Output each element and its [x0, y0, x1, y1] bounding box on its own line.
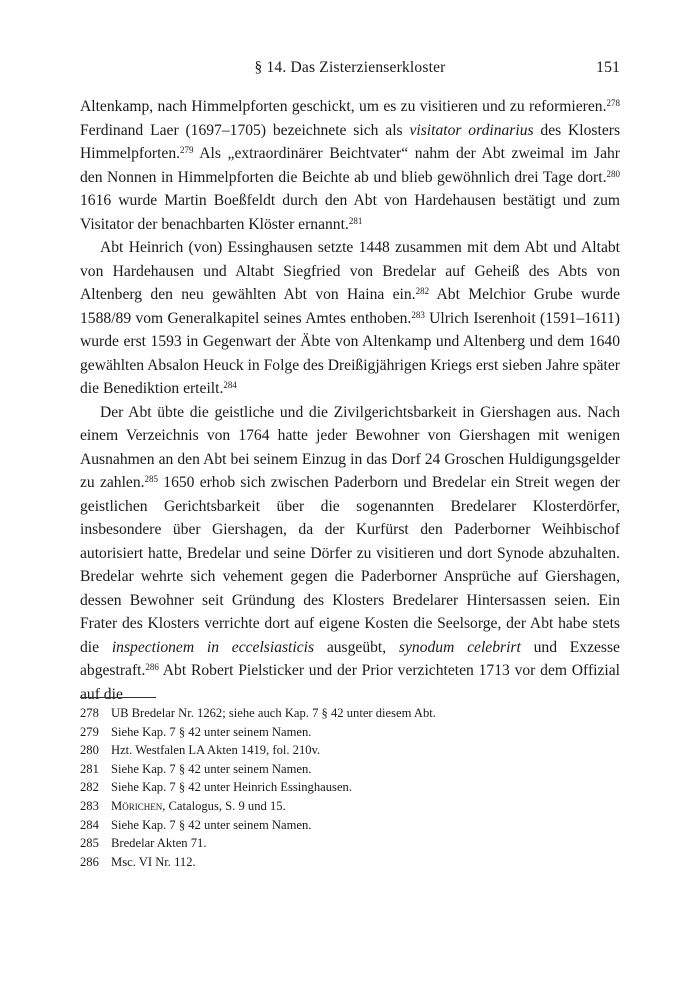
paragraph [80, 401, 620, 707]
page-number: 151 [596, 59, 620, 76]
footnote [80, 816, 620, 835]
footnote-number: 279 [80, 724, 99, 739]
text-run: Msc. VI Nr. 112. [111, 854, 196, 869]
footnote [80, 704, 620, 723]
footnote-number: 285 [80, 836, 99, 851]
running-title: § 14. Das Zisterzienserkloster [254, 59, 446, 76]
text-run: Abt Heinrich (von) Essinghausen setzte 1448 zusammen mit dem Abt und Altabt von Hardehausen und Altabt Siegfried von Bredelar auf Geheiß des Abts von Altenberg den neu gewählten Abt von Haina ein. [80, 239, 620, 303]
footnote-number: 278 [80, 706, 99, 720]
footnote [80, 797, 620, 816]
text-run: des Klosters Himmelpforten. [80, 121, 621, 162]
paragraph [80, 95, 620, 236]
footnote-ref: 278 [606, 98, 620, 108]
text-run: Ulrich Iserenhoit (1591–1611) wurde erst 1593 in Gegenwart der Äbte von Altenkamp und Altenberg und dem 1640 gewählten Absalon Heuck in Folge des Dreißigjährigen Kriegs erst sieben Jahre später die Benediktion erteilt. [80, 309, 620, 397]
footnote [80, 760, 620, 779]
author-name: Mörichen [111, 798, 163, 813]
text-run: und Exzesse abgestraft. [80, 638, 620, 679]
footnote-ref: 285 [144, 474, 159, 484]
text-run: Altenkamp, nach Himmelpforten geschickt, um es zu visitieren und zu reformieren. [80, 98, 607, 115]
text-run: UB Bredelar Nr. 1262; siehe auch Kap. 7 § 42 unter diesem Abt. [111, 706, 436, 720]
italic-phrase: inspectionem in eccelsiasticis [111, 638, 315, 656]
text-run: Der Abt übte die geistliche und die Zivilgerichtsbarkeit in Giershagen aus. Nach einem Verzeichnis von 1764 hatte jeder Bewohner von Giershagen mit wenigen Ausnahmen an den Abt bei seinem Einzug in das Dorf 24 Groschen Huldigungsgelder zu zahlen. [80, 403, 620, 491]
footnote [80, 834, 620, 853]
footnote-ref: 280 [606, 168, 620, 179]
footnote-number: 286 [80, 854, 99, 869]
footnote-text [111, 741, 320, 760]
footnote-text [111, 704, 436, 723]
footnote-ref: 279 [180, 145, 194, 155]
text-run: Bredelar Akten 71. [111, 836, 207, 851]
page-header [80, 59, 620, 81]
footnote-text [111, 778, 352, 797]
text-run: Siehe Kap. 7 § 42 unter seinem Namen. [111, 817, 312, 832]
footnote-ref: 286 [145, 662, 159, 672]
footnote-rule [80, 697, 156, 698]
footnote-text [111, 834, 206, 853]
footnote-number: 282 [80, 780, 99, 795]
footnote-text [111, 723, 311, 742]
footnote-text [111, 816, 311, 835]
footnotes [80, 704, 620, 871]
italic-phrase: synodum celebrirt [398, 638, 521, 656]
text-run: , Catalogus, S. 9 und 15. [162, 798, 286, 813]
text-run: Siehe Kap. 7 § 42 unter seinem Namen. [111, 761, 312, 776]
text-run: Siehe Kap. 7 § 42 unter seinem Namen. [111, 724, 312, 739]
text-run: Ferdinand Laer (1697–1705) bezeichnete sich als [80, 121, 410, 139]
text-run: Siehe Kap. 7 § 42 unter Heinrich Essinghausen. [111, 780, 352, 795]
footnote-text [111, 853, 196, 872]
footnote-number: 280 [80, 743, 99, 758]
text-run: Abt Melchior Grube wurde 1588/89 vom Generalkapitel seines Amtes enthoben. [80, 286, 620, 327]
footnote-ref: 284 [223, 380, 237, 390]
footnote-ref: 283 [411, 309, 425, 320]
footnote [80, 723, 620, 742]
italic-phrase: visitator ordinarius [409, 121, 534, 139]
body-text [80, 95, 620, 706]
text-run: 1616 wurde Martin Boeßfeldt durch den Abt von Hardehausen bestätigt und zum Visitator der benachbarten Klöster ernannt. [80, 192, 620, 233]
footnote [80, 741, 620, 760]
text-run: Hzt. Westfalen LA Akten 1419, fol. 210v. [111, 743, 321, 758]
text-run: Als „extraordinärer Beichtvater“ nahm der Abt zweimal im Jahr den Nonnen in Himmelpforten die Beichte ab und blieb gewöhnlich drei Tage dort. [80, 145, 620, 186]
text-run: 1650 erhob sich zwischen Paderborn und Bredelar ein Streit wegen der geistlichen Gerichtsbarkeit über die sogenannten Bredelarer Klosterdörfer, insbesondere über Giershagen, da der Kurfürst den Paderborner Weihbischof autorisiert hatte, Bredelar und seine Dörfer zu visitieren und dort Synode abzuhalten. Bredelar wehrte sich vehement gegen die Paderborner Ansprüche auf Giershagen, dessen Bewohner seit Gründung des Klosters Bredelarer Hintersassen seien. Ein Frater des Klosters verrichte dort auf eigene Kosten die Seelsorge, der Abt habe stets die [80, 474, 620, 656]
footnote-text [111, 797, 286, 816]
footnote-ref: 281 [348, 215, 363, 226]
paragraph [80, 236, 620, 401]
footnote-number: 284 [80, 817, 99, 832]
text-run: ausgeübt, [314, 638, 399, 656]
footnote [80, 778, 620, 797]
footnote-number: 281 [80, 761, 99, 776]
footnote [80, 853, 620, 872]
text-run: Abt Robert Pielsticker und der Prior verzichteten 1713 vor dem Offizial auf die [80, 662, 620, 703]
footnote-number: 283 [80, 798, 99, 813]
footnote-text [111, 760, 311, 779]
footnote-ref: 282 [415, 286, 430, 296]
